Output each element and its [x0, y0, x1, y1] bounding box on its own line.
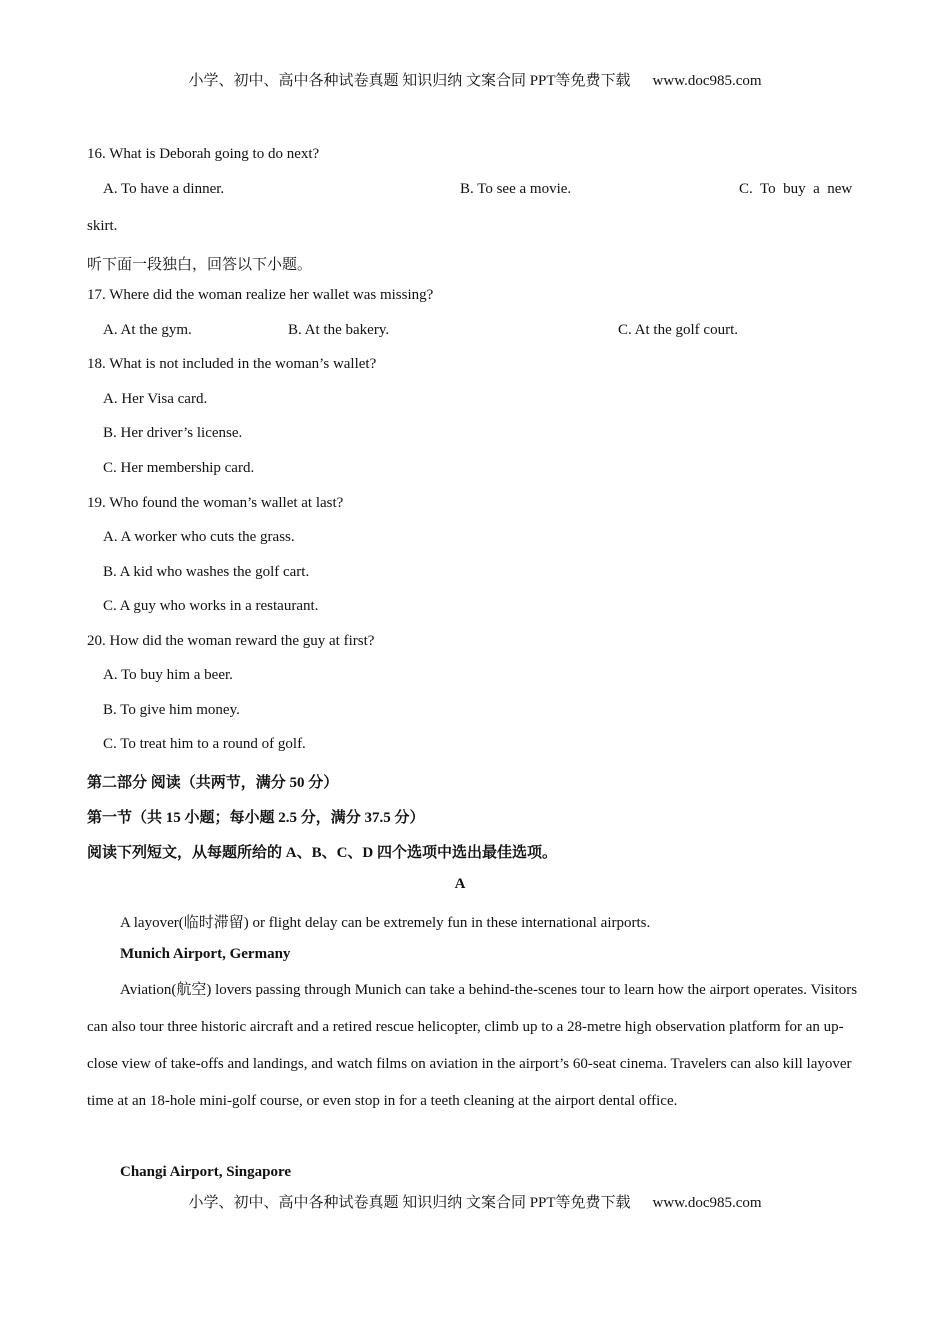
q20-option-b: B. To give him money. [103, 702, 240, 718]
q16-option-b: B. To see a movie. [460, 181, 572, 197]
part2-section1: 第一节（共 15 小题；每小题 2.5 分，满分 37.5 分） [87, 810, 425, 826]
q17-option-b: B. At the bakery. [288, 322, 390, 338]
q20-option-a: A. To buy him a beer. [103, 667, 233, 683]
q19-option-c: C. A guy who works in a restaurant. [103, 598, 319, 614]
q20-option-c: C. To treat him to a round of golf. [103, 736, 306, 752]
page-footer [0, 1191, 950, 1212]
q18-option-c: C. Her membership card. [103, 460, 255, 476]
q17-option-c: C. At the golf court. [618, 322, 738, 338]
q18-option-a: A. Her Visa card. [103, 391, 208, 407]
q16-question: 16. What is Deborah going to do next? [87, 146, 320, 162]
monologue-instruction: 听下面一段独白，回答以下小题。 [87, 257, 313, 273]
q17-option-a: A. At the gym. [103, 322, 192, 338]
q18-question: 18. What is not included in the woman’s wallet? [87, 356, 377, 372]
part2-title: 第二部分 阅读（共两节，满分 50 分） [87, 775, 339, 791]
part2-instruction: 阅读下列短文，从每题所给的 A、B、C、D 四个选项中选出最佳选项。 [87, 845, 558, 861]
q17-question: 17. Where did the woman realize her wallet was missing? [87, 287, 434, 303]
q19-question: 19. Who found the woman’s wallet at last? [87, 495, 344, 511]
page-header [0, 69, 950, 90]
q16-option-c-cont: skirt. [87, 218, 118, 234]
changi-heading: Changi Airport, Singapore [120, 1164, 291, 1180]
q18-option-b: B. Her driver’s license. [103, 425, 243, 441]
q20-question: 20. How did the woman reward the guy at first? [87, 633, 375, 649]
header-text: 小学、初中、高中各种试卷真题 知识归纳 文案合同 PPT等免费下载 [188, 73, 631, 89]
q16-option-a: A. To have a dinner. [103, 181, 225, 197]
q16-option-c: C. To buy a new [739, 181, 853, 197]
passage-label: A [454, 876, 466, 892]
header-url: www.doc985.com [652, 73, 762, 89]
footer-url: www.doc985.com [652, 1195, 762, 1211]
passage-intro: A layover(临时滞留) or flight delay can be extremely fun in these international airports. [120, 915, 651, 931]
footer-text: 小学、初中、高中各种试卷真题 知识归纳 文案合同 PPT等免费下载 [188, 1195, 631, 1211]
q19-option-b: B. A kid who washes the golf cart. [103, 564, 310, 580]
munich-paragraph: Aviation(航空) lovers passing through Munich can take a behind-the-scenes tour to learn how the airport operates. Visitors can also tour three historic aircraft and a retired rescue helicopter, climb up to a 28-metre high observation platform for an up-close view of take-offs and landings, and watch films on aviation in the airport’s 60-seat cinema. Travelers can also kill layover time at an 18-hole mini-golf course, or even stop in for a teeth cleaning at the airport dental office. [87, 982, 858, 1109]
q19-option-a: A. A worker who cuts the grass. [103, 529, 295, 545]
munich-heading: Munich Airport, Germany [120, 946, 291, 962]
